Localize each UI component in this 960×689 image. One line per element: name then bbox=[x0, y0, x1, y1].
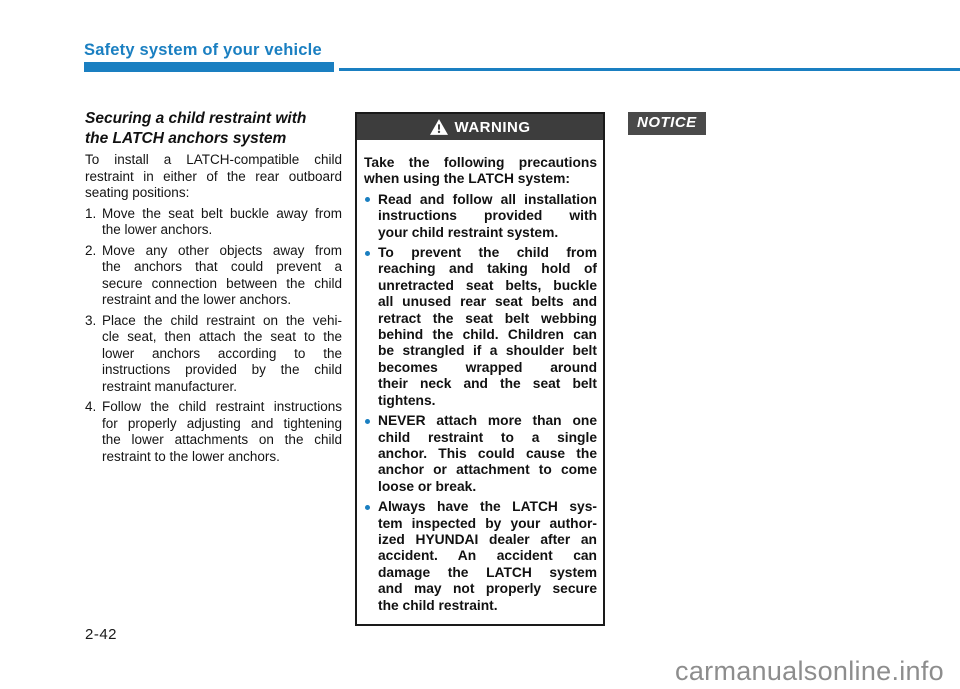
page-number: 2-42 bbox=[85, 626, 118, 643]
instruction-step bbox=[85, 206, 342, 239]
section-securing-child-restraint bbox=[85, 109, 342, 465]
warning-body bbox=[357, 140, 603, 624]
step-text: Move any other objects away from the anchors that could prevent a secure connection between the child restraint and the lower anchors. bbox=[102, 242, 342, 307]
warning-bullet-text: Always have the LATCH sys- tem inspected by your author- ized HYUNDAI dealer after an accident. An accident can damage the LATCH system and may not properly secure the child restraint. bbox=[378, 499, 597, 613]
warning-box bbox=[355, 112, 605, 626]
step-text: Follow the child restraint instructions for properly adjusting and tightening the lower attachments on the child restraint to the lower anchors. bbox=[102, 399, 342, 464]
warning-header bbox=[357, 114, 603, 140]
step-number: 1. bbox=[85, 205, 97, 221]
warning-bullet-item bbox=[364, 192, 597, 241]
instruction-step bbox=[85, 243, 342, 309]
header-accent-bar bbox=[84, 63, 334, 72]
warning-intro: Take the following precautions when using the LATCH system: bbox=[364, 155, 597, 187]
warning-bullet-item bbox=[364, 499, 597, 614]
section-intro: To install a LATCH-compatible child restraint in either of the rear outboard seating positions: bbox=[85, 152, 342, 200]
warning-bullet-item bbox=[364, 413, 597, 495]
step-text: Place the child restraint on the vehi- cle seat, then attach the seat to the lower anchors according to the instructions provided by the child restraint manufacturer. bbox=[102, 312, 342, 394]
warning-bullet-item bbox=[364, 245, 597, 409]
bullet-dot-icon bbox=[365, 251, 370, 256]
instruction-step bbox=[85, 399, 342, 465]
bullet-dot-icon bbox=[365, 419, 370, 424]
bullet-dot-icon bbox=[365, 197, 370, 202]
warning-title: WARNING bbox=[454, 118, 531, 136]
notice-section bbox=[628, 112, 878, 145]
notice-badge: NOTICE bbox=[628, 112, 706, 135]
section-heading: Securing a child restraint with the LATCH anchors system bbox=[85, 110, 307, 147]
step-number: 4. bbox=[85, 399, 97, 414]
warning-bullet-text: To prevent the child from reaching and taking hold of unretracted seat belts, buckle all unused rear seat belts and retract the seat belt webbing behind the child. Children can be strangled if a shoulder belt becomes wrapped around their neck and the seat belt tightens. bbox=[378, 245, 597, 408]
warning-bullet-list bbox=[364, 192, 597, 614]
instruction-step bbox=[85, 313, 342, 396]
watermark-text: carmanualsonline.info bbox=[675, 656, 944, 686]
bullet-dot-icon bbox=[365, 505, 370, 510]
warning-bullet-text: Read and follow all installation instructions provided with your child restraint system. bbox=[378, 191, 597, 240]
instruction-steps bbox=[85, 206, 342, 466]
chapter-title: Safety system of your vehicle bbox=[84, 41, 334, 64]
warning-triangle-icon bbox=[430, 119, 448, 135]
step-number: 3. bbox=[85, 312, 97, 328]
header-rule-line bbox=[339, 68, 960, 71]
step-text: Move the seat belt buckle away from the lower anchors. bbox=[102, 205, 342, 237]
warning-bullet-text: NEVER attach more than one child restraint to a single anchor. This could cause the anchor or attachment to come loose or break. bbox=[378, 413, 597, 494]
step-number: 2. bbox=[85, 242, 97, 258]
